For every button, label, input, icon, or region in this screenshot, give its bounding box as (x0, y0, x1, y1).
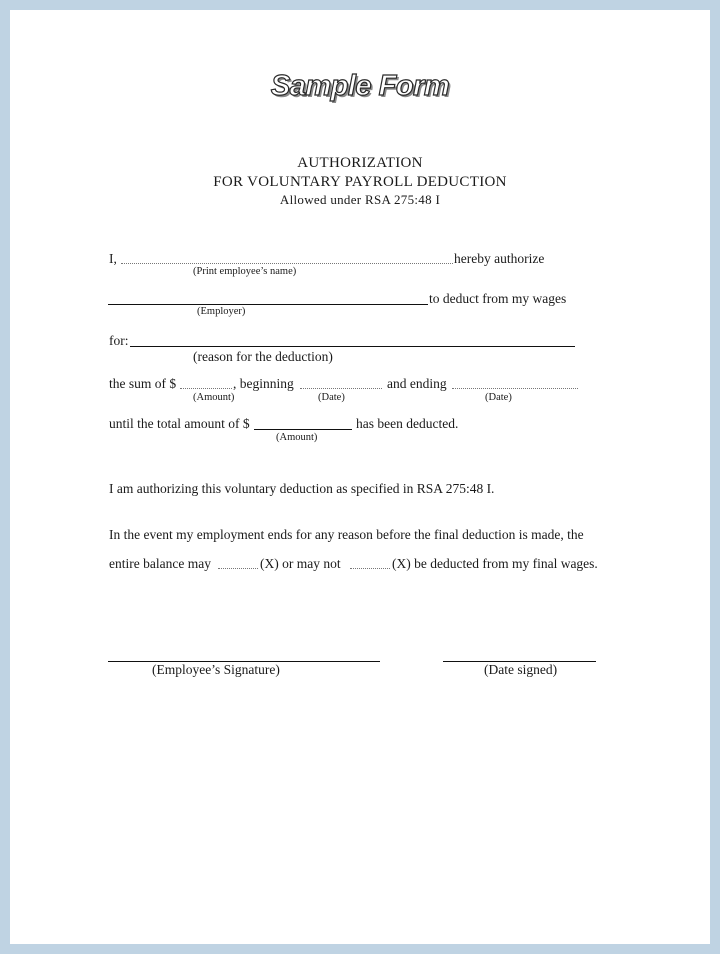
form-title: AUTHORIZATION (297, 155, 423, 171)
until-label: until the total amount of $ (109, 416, 250, 431)
and-ending-text: and ending (387, 376, 447, 391)
entire-balance-text: entire balance may (109, 556, 211, 571)
employer-field[interactable] (108, 304, 428, 305)
may-not-deduct-mark-field[interactable] (350, 568, 390, 569)
sum-label: the sum of $ (109, 376, 177, 391)
i-label: I, (109, 251, 117, 266)
employee-name-field[interactable] (121, 263, 453, 264)
begin-date-field[interactable] (300, 388, 382, 389)
employer-caption: (Employer) (197, 306, 246, 317)
reason-field[interactable] (130, 346, 575, 347)
begin-date-caption: (Date) (318, 392, 345, 403)
to-deduct-text: to deduct from my wages (429, 291, 567, 306)
sample-form-watermark: Sample Form (270, 70, 450, 102)
may-deduct-mark-field[interactable] (218, 568, 258, 569)
reason-caption: (reason for the deduction) (193, 349, 333, 364)
form-statute-reference: Allowed under RSA 275:48 I (279, 192, 441, 207)
end-date-field[interactable] (452, 388, 578, 389)
authorization-statement: I am authorizing this voluntary deduction as specified in RSA 275:48 I. (109, 481, 495, 496)
final-wages-text-line1: In the event my employment ends for any reason before the final deduction is made, the (109, 527, 584, 542)
has-been-deducted-text: has been deducted. (356, 416, 459, 431)
may-not-text: (X) or may not (260, 556, 341, 571)
end-date-caption: (Date) (485, 392, 512, 403)
sum-amount-caption: (Amount) (193, 392, 235, 403)
form-page (10, 10, 710, 944)
for-label: for: (109, 333, 129, 348)
beginning-text: , beginning (233, 376, 294, 391)
be-deducted-text: (X) be deducted from my final wages. (392, 556, 598, 571)
form-subtitle: FOR VOLUNTARY PAYROLL DEDUCTION (213, 174, 507, 190)
date-signed-caption: (Date signed) (484, 662, 558, 677)
sum-amount-field[interactable] (180, 388, 232, 389)
employee-signature-caption: (Employee’s Signature) (152, 662, 280, 677)
hereby-authorize-text: hereby authorize (454, 251, 545, 266)
total-amount-field[interactable] (254, 429, 352, 430)
employee-name-caption: (Print employee’s name) (193, 266, 297, 277)
total-amount-caption: (Amount) (276, 432, 318, 443)
